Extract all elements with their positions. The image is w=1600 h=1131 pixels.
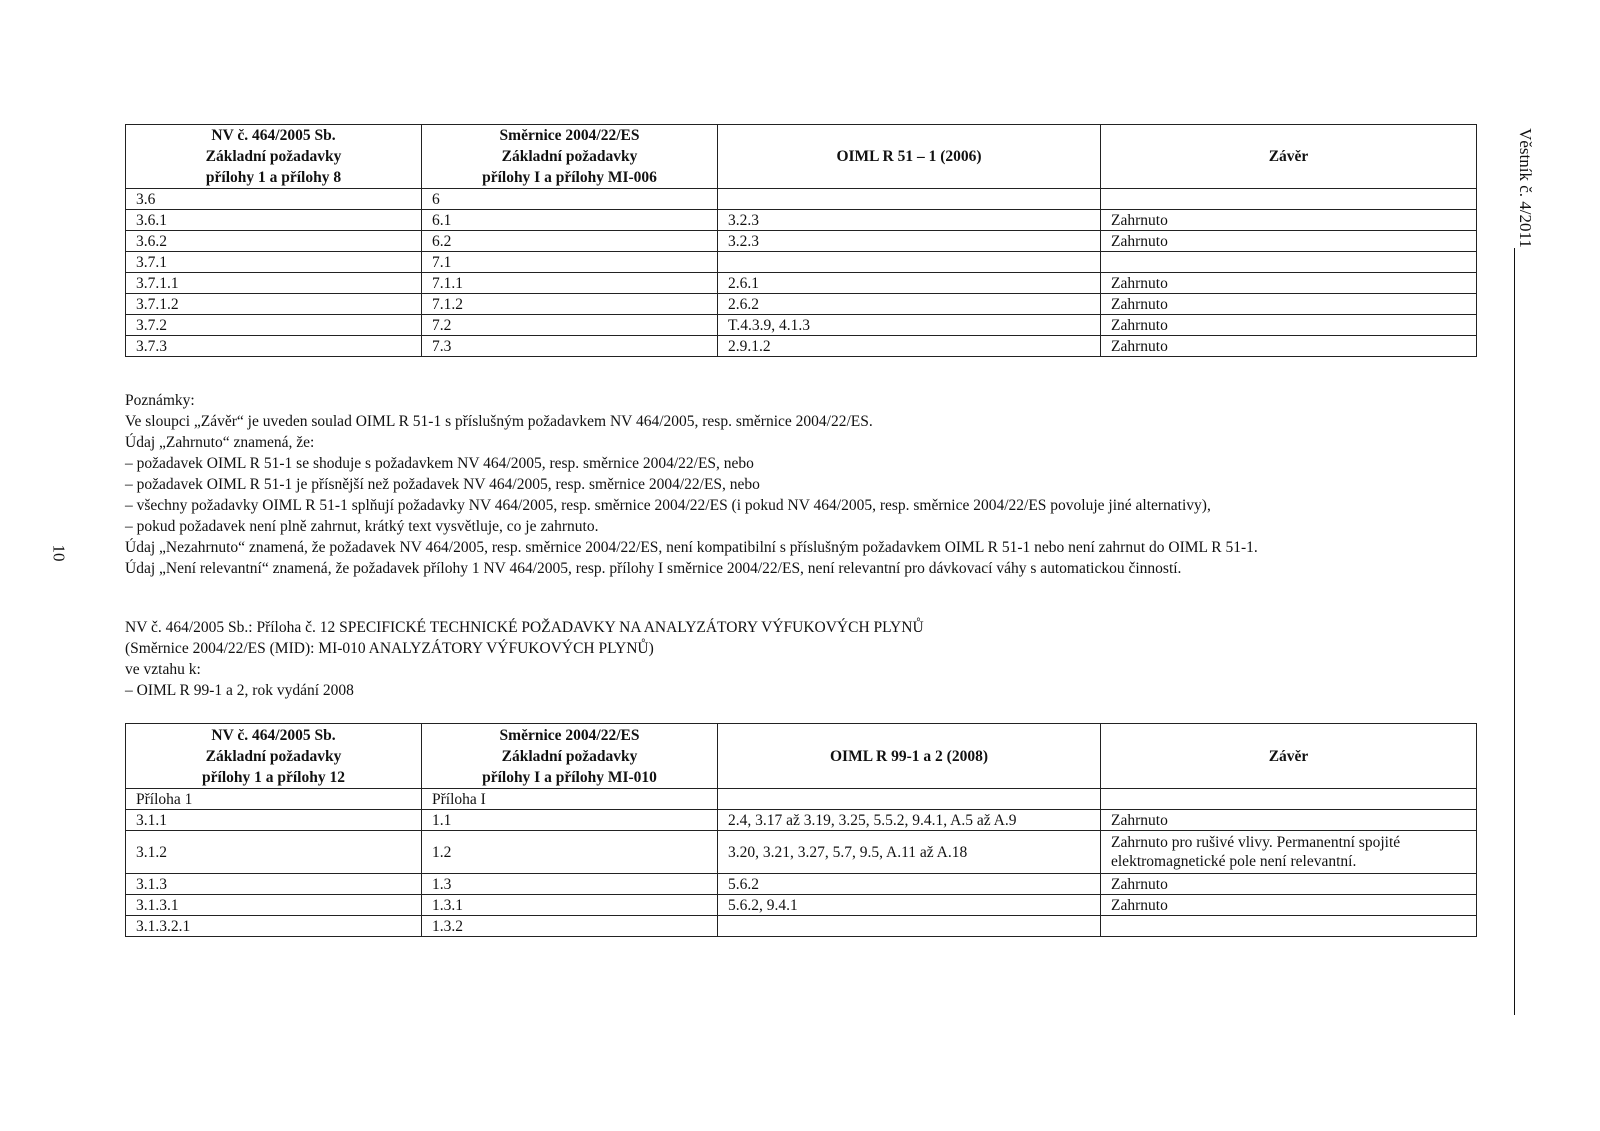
cell: Zahrnuto: [1101, 231, 1477, 252]
cell: 5.6.2: [718, 874, 1101, 895]
cell: 1.1: [422, 810, 718, 831]
notes-heading: Poznámky:: [125, 392, 195, 409]
notes-block: [125, 390, 1476, 579]
cell: 6.1: [422, 210, 718, 231]
section-title: NV č. 464/2005 Sb.: Příloha č. 12 SPECIFICKÉ TECHNICKÉ POŽADAVKY NA ANALYZÁTORY VÝFUKOVÝCH PLYNŮ: [125, 619, 924, 636]
side-rule: [1514, 248, 1515, 1015]
cell: 3.6.2: [126, 231, 422, 252]
header-directive: Směrnice 2004/22/ES Základní požadavky přílohy I a přílohy MI-006: [422, 125, 718, 189]
cell: [1101, 916, 1477, 937]
table-row: [126, 916, 1477, 937]
cell: 3.2.3: [718, 231, 1101, 252]
cell: Příloha 1: [126, 789, 422, 810]
note-line: – všechny požadavky OIML R 51-1 splňují požadavky NV 464/2005, resp. směrnice 2004/22/ES (i pokud NV 464/2005, resp. směrnice 2004/22/ES povoluje jiné alternativy),: [125, 497, 1211, 514]
table-row: [126, 336, 1477, 357]
cell: [1101, 789, 1477, 810]
cell: [1101, 252, 1477, 273]
cell: Zahrnuto: [1101, 294, 1477, 315]
cell: 7.1: [422, 252, 718, 273]
table-row: [126, 895, 1477, 916]
cell: 7.1.1: [422, 273, 718, 294]
header-oiml: OIML R 51 – 1 (2006): [718, 125, 1101, 189]
cell: 1.3.1: [422, 895, 718, 916]
table-row: [126, 874, 1477, 895]
cell: Zahrnuto: [1101, 273, 1477, 294]
table-row: [126, 789, 1477, 810]
cell: 3.7.1.1: [126, 273, 422, 294]
section-intro: [125, 617, 1476, 701]
cell: [718, 189, 1101, 210]
table-row: [126, 315, 1477, 336]
table-row: [126, 294, 1477, 315]
cell: Zahrnuto: [1101, 810, 1477, 831]
note-line: – požadavek OIML R 51-1 se shoduje s požadavkem NV 464/2005, resp. směrnice 2004/22/ES, nebo: [125, 455, 754, 472]
cell: 3.7.2: [126, 315, 422, 336]
cell: 6.2: [422, 231, 718, 252]
header-directive: Směrnice 2004/22/ES Základní požadavky přílohy I a přílohy MI-010: [422, 724, 718, 789]
cell: 3.6: [126, 189, 422, 210]
comparison-table-r99: [125, 723, 1477, 937]
cell: 3.1.2: [126, 831, 422, 874]
cell: 3.1.1: [126, 810, 422, 831]
running-header: Věstník č. 4/2011: [1516, 128, 1535, 248]
cell: 5.6.2, 9.4.1: [718, 895, 1101, 916]
note-line: Ve sloupci „Závěr“ je uveden soulad OIML R 51-1 s příslušným požadavkem NV 464/2005, resp. směrnice 2004/22/ES.: [125, 413, 873, 430]
cell: Zahrnuto pro rušivé vlivy. Permanentní spojité elektromagnetické pole není relevantní.: [1101, 831, 1477, 874]
cell: Zahrnuto: [1101, 895, 1477, 916]
cell: 7.3: [422, 336, 718, 357]
header-conclusion: Závěr: [1101, 125, 1477, 189]
cell: Příloha I: [422, 789, 718, 810]
cell: 3.1.3.1: [126, 895, 422, 916]
header-nv: NV č. 464/2005 Sb. Základní požadavky přílohy 1 a přílohy 8: [126, 125, 422, 189]
cell: [718, 916, 1101, 937]
cell: [718, 252, 1101, 273]
table-header-row: [126, 724, 1477, 789]
cell: Zahrnuto: [1101, 336, 1477, 357]
table-row: [126, 252, 1477, 273]
cell: 3.7.3: [126, 336, 422, 357]
note-line: – pokud požadavek není plně zahrnut, krátký text vysvětluje, co je zahrnuto.: [125, 518, 599, 535]
cell: 1.2: [422, 831, 718, 874]
cell: 2.4, 3.17 až 3.19, 3.25, 5.5.2, 9.4.1, A.5 až A.9: [718, 810, 1101, 831]
section-reference: – OIML R 99-1 a 2, rok vydání 2008: [125, 682, 354, 699]
header-conclusion: Závěr: [1101, 724, 1477, 789]
section-subtitle: (Směrnice 2004/22/ES (MID): MI-010 ANALYZÁTORY VÝFUKOVÝCH PLYNŮ): [125, 640, 654, 657]
cell: 3.7.1: [126, 252, 422, 273]
cell: 2.6.1: [718, 273, 1101, 294]
cell: T.4.3.9, 4.1.3: [718, 315, 1101, 336]
cell: 6: [422, 189, 718, 210]
comparison-table-r51: [125, 124, 1477, 357]
page-number: 10: [49, 544, 69, 562]
table-row: [126, 273, 1477, 294]
table-row: [126, 810, 1477, 831]
cell: Zahrnuto: [1101, 210, 1477, 231]
cell: Zahrnuto: [1101, 874, 1477, 895]
cell: 2.6.2: [718, 294, 1101, 315]
note-line: Údaj „Není relevantní“ znamená, že požadavek přílohy 1 NV 464/2005, resp. přílohy I směrnice 2004/22/ES, není relevantní pro dávkovací váhy s automatickou činností.: [125, 560, 1182, 577]
section-relation: ve vztahu k:: [125, 661, 201, 678]
cell: 3.1.3.2.1: [126, 916, 422, 937]
cell: 3.7.1.2: [126, 294, 422, 315]
table-row: [126, 231, 1477, 252]
header-nv: NV č. 464/2005 Sb. Základní požadavky přílohy 1 a přílohy 12: [126, 724, 422, 789]
cell: 1.3.2: [422, 916, 718, 937]
cell: 2.9.1.2: [718, 336, 1101, 357]
cell: 7.2: [422, 315, 718, 336]
cell: 7.1.2: [422, 294, 718, 315]
header-oiml: OIML R 99-1 a 2 (2008): [718, 724, 1101, 789]
table-row: [126, 189, 1477, 210]
note-line: Údaj „Zahrnuto“ znamená, že:: [125, 434, 315, 451]
note-line: Údaj „Nezahrnuto“ znamená, že požadavek NV 464/2005, resp. směrnice 2004/22/ES, není kompatibilní s příslušným požadavkem OIML R 51-1 nebo není zahrnut do OIML R 51-1.: [125, 539, 1258, 556]
cell: 3.20, 3.21, 3.27, 5.7, 9.5, A.11 až A.18: [718, 831, 1101, 874]
table-header-row: [126, 125, 1477, 189]
note-line: – požadavek OIML R 51-1 je přísnější než požadavek NV 464/2005, resp. směrnice 2004/22/ES, nebo: [125, 476, 760, 493]
cell: 3.6.1: [126, 210, 422, 231]
cell: 3.1.3: [126, 874, 422, 895]
cell: Zahrnuto: [1101, 315, 1477, 336]
cell: 1.3: [422, 874, 718, 895]
table-row: [126, 831, 1477, 874]
table-row: [126, 210, 1477, 231]
cell: [1101, 189, 1477, 210]
cell: [718, 789, 1101, 810]
cell: 3.2.3: [718, 210, 1101, 231]
